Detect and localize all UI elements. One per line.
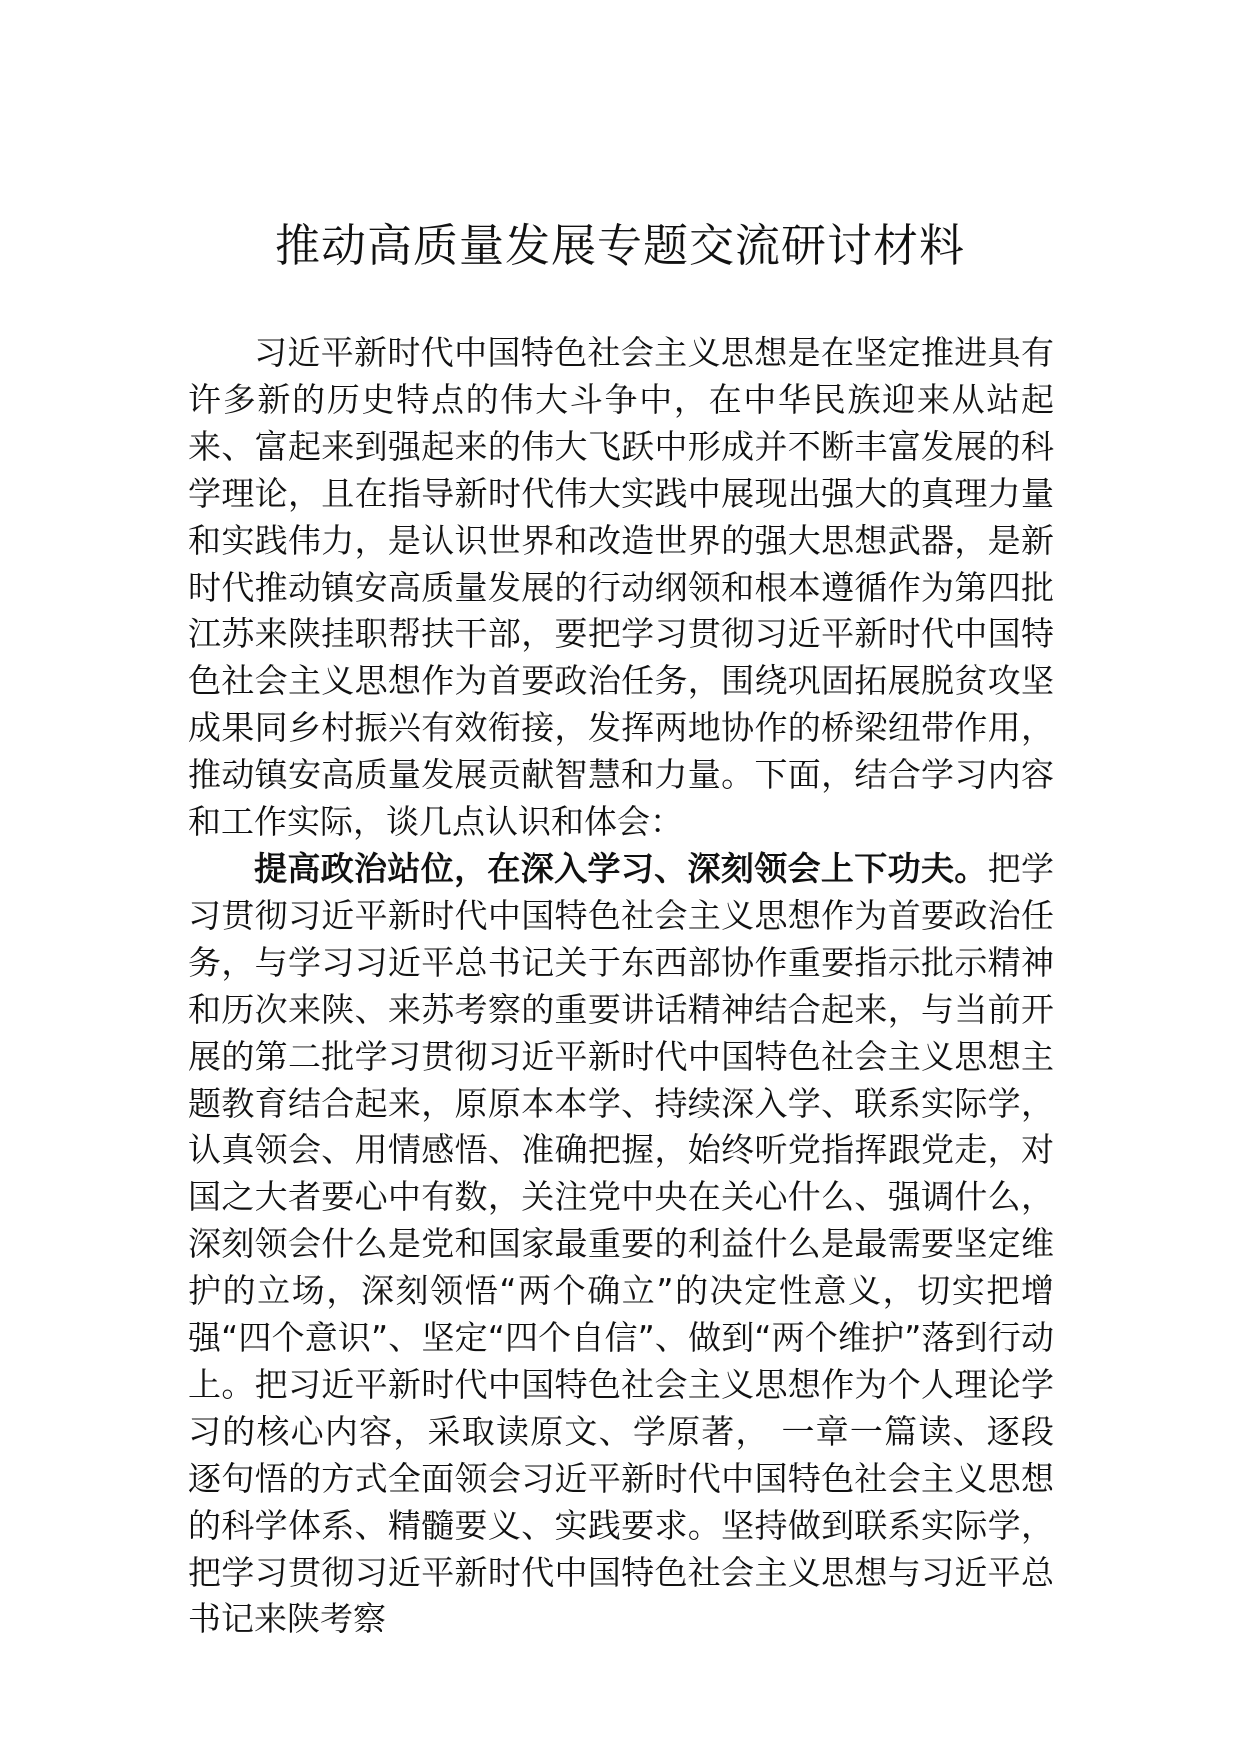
document-title: 推动高质量发展专题交流研讨材料 xyxy=(274,219,965,272)
paragraph-section-1 xyxy=(188,846,1054,1643)
paragraph-text: 把学习贯彻习近平新时代中国特色社会主义思想作为首要政治任务，与学习习近平总书记关于东西部协作重要指示批示精神和历次来陕、来苏考察的重要讲话精神结合起来，与当前开展的第二批学习贯彻习近平新时代中国特色社会主义思想主题教育结合起来，原原本本学、持续深入学、联系实际学，认真领会、用情感悟、准确把握，始终听党指挥跟党走，对国之大者要心中有数，关注党中央在关心什么、强调什么，深刻领会什么是党和国家最重要的利益什么是最需要坚定维护的立场，深刻领悟“两个确立”的决定性意义，切实把增强“四个意识”、坚定“四个自信”、做到“两个维护”落到行动上。把习近平新时代中国特色社会主义思想作为个人理论学习的核心内容，采取读原文、学原著， 一章一篇读、逐段逐句悟的方式全面领会习近平新时代中国特色社会主义思想的科学体系、精髓要义、实践要求。坚持做到联系实际学，把学习贯彻习近平新时代中国特色社会主义思想与习近平总书记来陕考察 xyxy=(188,848,1055,1639)
paragraph-text: 习近平新时代中国特色社会主义思想是在坚定推进具有许多新的历史特点的伟大斗争中，在中华民族迎来从站起来、富起来到强起来的伟大飞跃中形成并不断丰富发展的科学理论，且在指导新时代伟大实践中展现出强大的真理力量和实践伟力，是认识世界和改造世界的强大思想武器，是新时代推动镇安高质量发展的行动纲领和根本遵循作为第四批江苏来陕挂职帮扶干部，要把学习贯彻习近平新时代中国特色社会主义思想作为首要政治任务，围绕巩固拓展脱贫攻坚成果同乡村振兴有效衔接，发挥两地协作的桥梁纽带作用，推动镇安高质量发展贡献智慧和力量。下面，结合学习内容和工作实际，谈几点认识和体会： xyxy=(188,333,1054,842)
document-body xyxy=(188,330,1054,1643)
paragraph-intro xyxy=(188,330,1054,846)
section-heading: 提高政治站位，在深入学习、深刻领会上下功夫。 xyxy=(254,848,988,888)
